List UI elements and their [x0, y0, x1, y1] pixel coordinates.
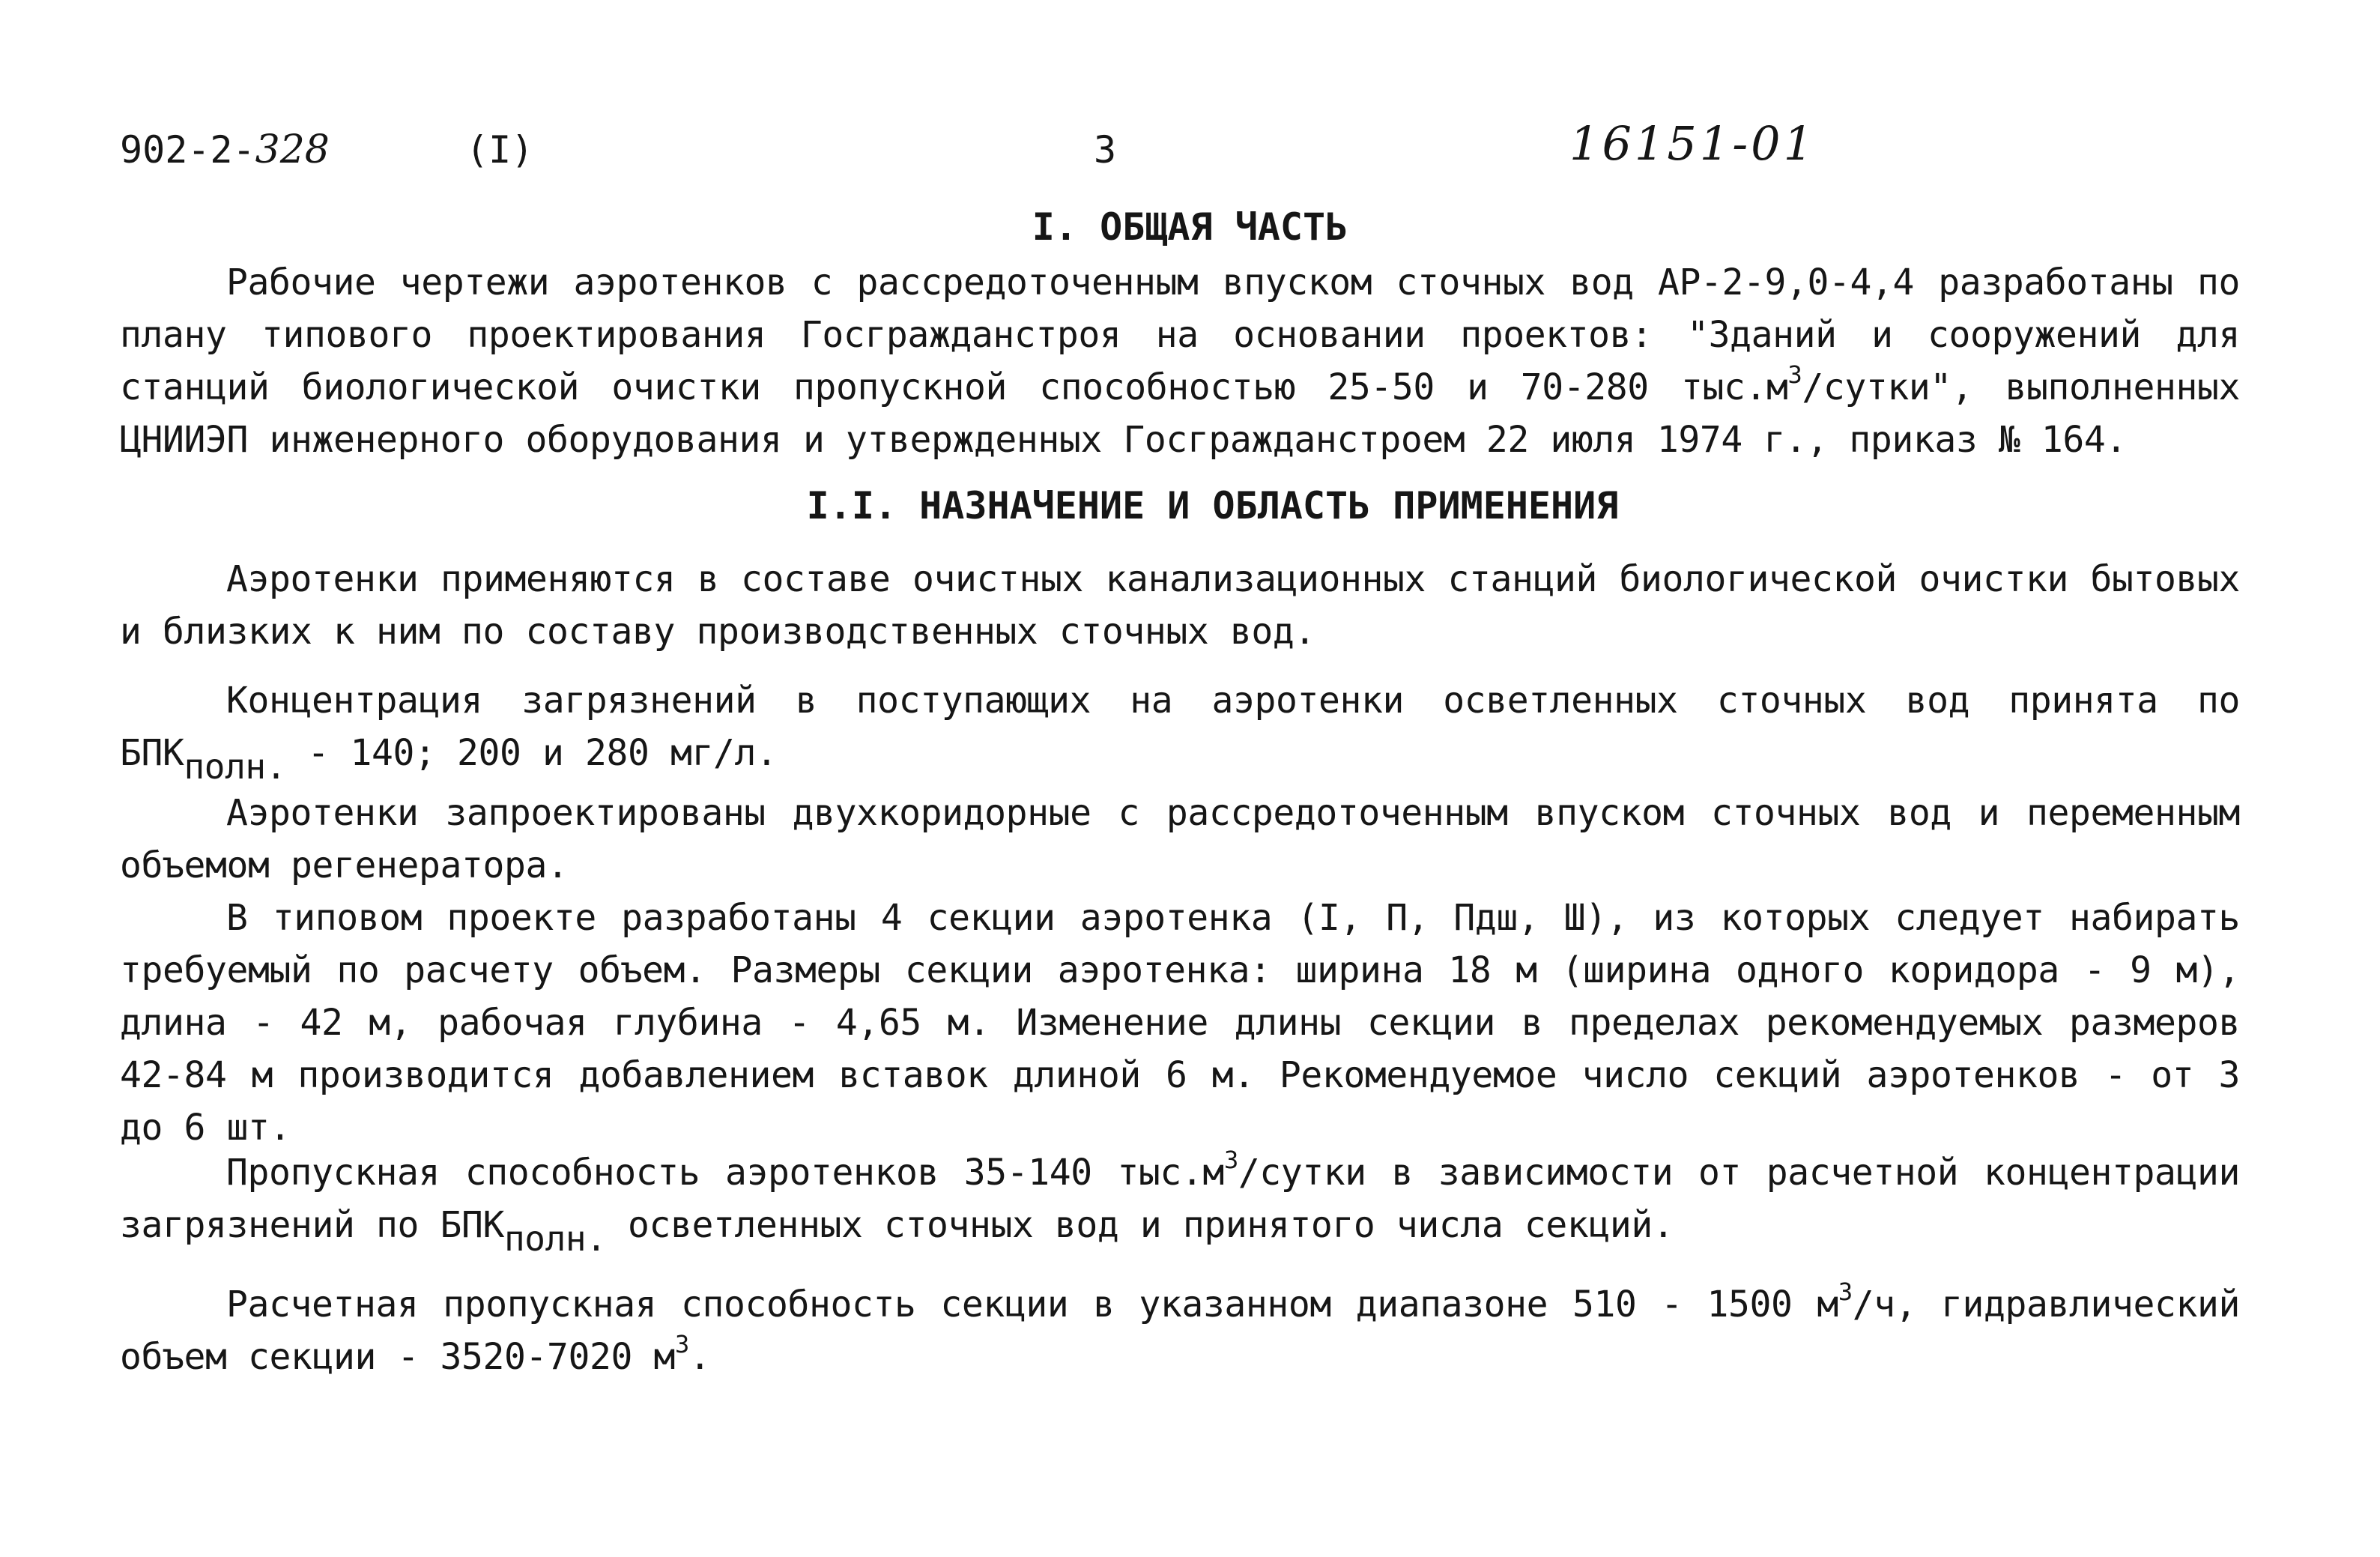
design-paragraph: Аэротенки запроектированы двухкоридорные с рассредоточенным впуском сточных вод и переменным объемом регенератора. [120, 792, 2240, 886]
concentration-paragraph: Концентрация загрязнений в поступающих на аэротенки осветленных сточных вод принята по $БПК_{полн.} - 140$; 200 и 280 мг/л. [120, 680, 2240, 787]
document-code [120, 127, 330, 172]
code-prefix: 902-2- [120, 128, 255, 172]
subsection-title: I.I. НАЗНАЧЕНИЕ И ОБЛАСТЬ ПРИМЕНЕНИЯ [806, 484, 1619, 527]
purpose-paragraph: Аэротенки применяются в составе очистных канализационных станций биологической очистки бытовых и близких к ним по составу производственных сточных вод. [120, 558, 2240, 653]
intro-paragraph: Рабочие чертежи аэротенков с рассредоточенным впуском сточных вод АР-2-9,0-4,4 разработаны по плану типового проектирования Госгражданстроя на основании проектов: "Зданий и сооружений для станций биологической очистки пропускной способностью 25-50 и 70-280 $тыс.м^3$/сутки", выполненных ЦНИИЭП инженерного оборудования и утвержденных Госгражданстроем 22 июля 1974 г., приказ № 164. [120, 261, 2240, 461]
sheet-label: (I) [466, 128, 534, 172]
code-number-handwritten: 328 [255, 127, 330, 172]
section-capacity-paragraph: Расчетная пропускная способность секции в указанном диапазоне 510 - 1500 $м^3/ч$, гидравлический объем секции - 3520-7020 $м^3$. [120, 1278, 2240, 1378]
handwritten-number: 16151-01 [1569, 116, 1817, 171]
page-number: 3 [1094, 128, 1117, 172]
sections-paragraph: В типовом проекте разработаны 4 секции аэротенка (I, П, Пдш, Ш), из которых следует набирать требуемый по расчету объем. Размеры секции аэротенка: ширина 18 м (ширина одного коридора - 9 м), длина - 42 м, рабочая глубина - 4,65 м. Изменение длины секции в пределах рекомендуемых размеров 42-84 м производится добавлением вставок длиной 6 м. Рекомендуемое число секций аэротенков - от 3 до 6 шт. [120, 897, 2240, 1149]
capacity-paragraph: Пропускная способность аэротенков 35-140 $тыс.м^3$/сутки в зависимости от расчетной концентрации загрязнений по $БПК_{полн.}$ осветленных сточных вод и принятого числа секций. [120, 1146, 2240, 1259]
section-title: I. ОБЩАЯ ЧАСТЬ [1032, 205, 1348, 249]
